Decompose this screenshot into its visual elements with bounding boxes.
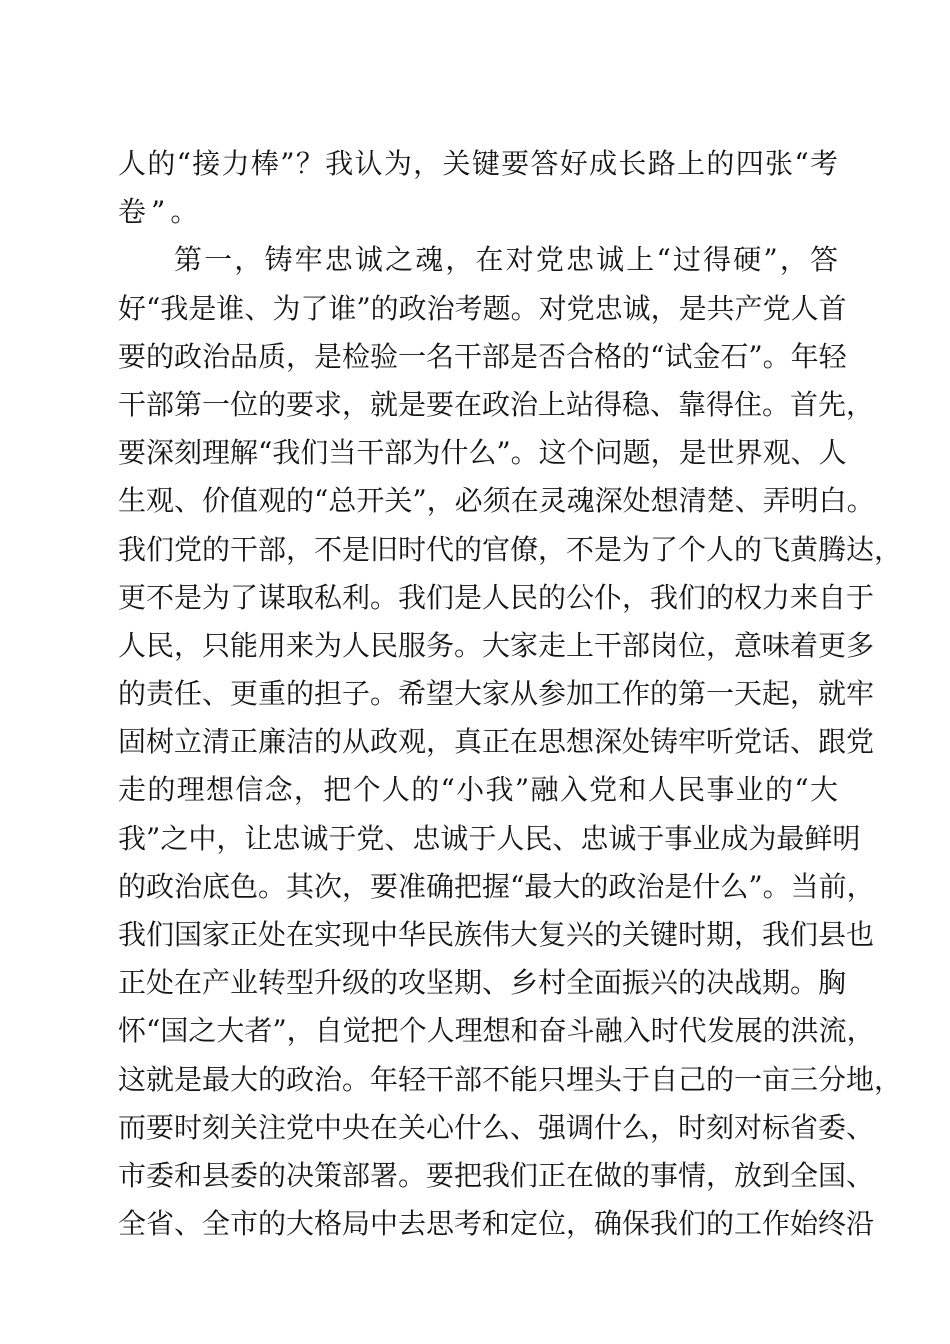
text-line: 卷”。 [118,195,204,229]
text-line: 这就是最大的政治。年轻干部不能只埋头于自己的一亩三分地， [118,1062,903,1096]
text-line: 我们党的干部，不是旧时代的官僚，不是为了个人的飞黄腾达， [118,532,903,566]
text-line: 的政治底色。其次，要准确把握“最大的政治是什么”。当前， [118,869,875,903]
text-line: 要的政治品质，是检验一名干部是否合格的“试金石”。年轻 [118,339,847,373]
text-line: 更不是为了谋取私利。我们是人民的公仆，我们的权力来自于 [118,580,875,614]
text-line: 干部第一位的要求，就是要在政治上站得稳、靠得住。首先， [118,387,875,421]
text-line: 生观、价值观的“总开关”，必须在灵魂深处想清楚、弄明白。 [118,484,875,518]
text-line: 而要时刻关注党中央在关心什么、强调什么，时刻对标省委、 [118,1110,875,1144]
text-line: 正处在产业转型升级的攻坚期、乡村全面振兴的决战期。胸 [118,966,847,1000]
text-line: 怀“国之大者”，自觉把个人理想和奋斗融入时代发展的洪流， [118,1014,875,1048]
text-line: 人的“接力棒”？我认为，关键要答好成长路上的四张“考 [118,147,838,180]
body-text [118,140,903,1248]
text-line: 要深刻理解“我们当干部为什么”。这个问题，是世界观、人 [118,436,847,470]
text-line: 我们国家正处在实现中华民族伟大复兴的关键时期，我们县也 [118,918,875,951]
text-line: 走的理想信念，把个人的“小我”融入党和人民事业的“大 [118,773,838,807]
text-line: 全省、全市的大格局中去思考和定位，确保我们的工作始终沿 [118,1207,875,1241]
text-line: 固树立清正廉洁的从政观，真正在思想深处铸牢听党话、跟党 [118,725,875,759]
text-line: 我”之中，让忠诚于党、忠诚于人民、忠诚于事业成为最鲜明 [118,821,861,855]
text-line: 市委和县委的决策部署。要把我们正在做的事情，放到全国、 [118,1158,875,1192]
text-line: 好“我是谁、为了谁”的政治考题。对党忠诚，是共产党人首 [118,291,847,325]
text-line: 人民，只能用来为人民服务。大家走上干部岗位，意味着更多 [118,628,875,662]
text-line: 的责任、更重的担子。希望大家从参加工作的第一天起，就牢 [118,677,875,711]
paragraph-start-line: 第一，铸牢忠诚之魂，在对党忠诚上“过得硬”，答 [174,243,838,277]
